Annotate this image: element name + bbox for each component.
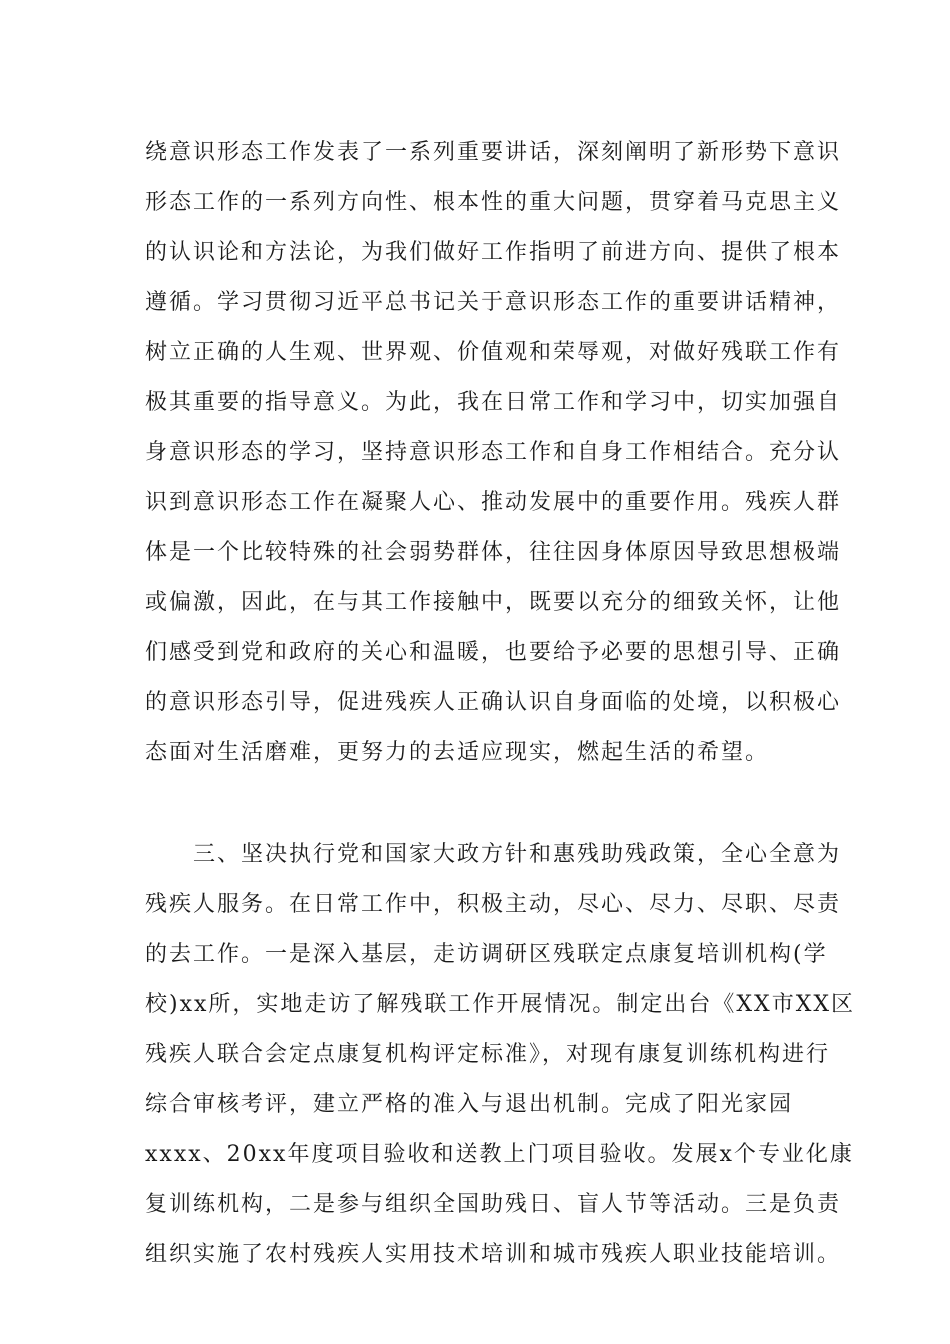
text-line: 综合审核考评，建立严格的准入与退出机制。完成了阳光家园 bbox=[145, 1092, 794, 1117]
text-line: 残疾人服务。在日常工作中，积极主动，尽心、尽力、尽职、尽责 bbox=[145, 892, 842, 917]
text-line: 绕意识形态工作发表了一系列重要讲话，深刻阐明了新形势下意识 bbox=[145, 140, 842, 165]
text-line: 们感受到党和政府的关心和温暖，也要给予必要的思想引导、正确 bbox=[145, 640, 842, 665]
text-line: 校)xx所，实地走访了解残联工作开展情况。制定出台《XX市XX区 bbox=[145, 992, 856, 1017]
text-line: 的意识形态引导，促进残疾人正确认识自身面临的处境，以积极心 bbox=[145, 690, 842, 715]
text-line: 组织实施了农村残疾人实用技术培训和城市残疾人职业技能培训。 bbox=[145, 1242, 842, 1267]
paragraph-1 bbox=[145, 128, 842, 778]
text-line: 形态工作的一系列方向性、根本性的重大问题，贯穿着马克思主义 bbox=[145, 190, 842, 215]
text-line: xxxx、20xx年度项目验收和送教上门项目验收。发展x个专业化康 bbox=[145, 1142, 854, 1167]
text-line: 或偏激，因此，在与其工作接触中，既要以充分的细致关怀，让他 bbox=[145, 590, 842, 615]
text-line: 三、坚决执行党和国家大政方针和惠残助残政策，全心全意为 bbox=[145, 842, 842, 867]
text-line: 复训练机构，二是参与组织全国助残日、盲人节等活动。三是负责 bbox=[145, 1192, 842, 1217]
text-line: 体是一个比较特殊的社会弱势群体，往往因身体原因导致思想极端 bbox=[145, 540, 842, 565]
text-line: 遵循。学习贯彻习近平总书记关于意识形态工作的重要讲话精神， bbox=[145, 290, 842, 315]
text-line: 极其重要的指导意义。为此，我在日常工作和学习中，切实加强自 bbox=[145, 390, 842, 415]
text-line: 的去工作。一是深入基层，走访调研区残联定点康复培训机构(学 bbox=[145, 942, 828, 967]
text-line: 态面对生活磨难，更努力的去适应现实，燃起生活的希望。 bbox=[145, 740, 770, 765]
text-line: 残疾人联合会定点康复机构评定标准》，对现有康复训练机构进行 bbox=[145, 1042, 831, 1067]
text-line: 识到意识形态工作在凝聚人心、推动发展中的重要作用。残疾人群 bbox=[145, 490, 842, 515]
text-line: 树立正确的人生观、世界观、价值观和荣辱观，对做好残联工作有 bbox=[145, 340, 842, 365]
paragraph-2 bbox=[145, 830, 856, 1280]
text-line: 身意识形态的学习，坚持意识形态工作和自身工作相结合。充分认 bbox=[145, 440, 842, 465]
text-line: 的认识论和方法论，为我们做好工作指明了前进方向、提供了根本 bbox=[145, 240, 842, 265]
